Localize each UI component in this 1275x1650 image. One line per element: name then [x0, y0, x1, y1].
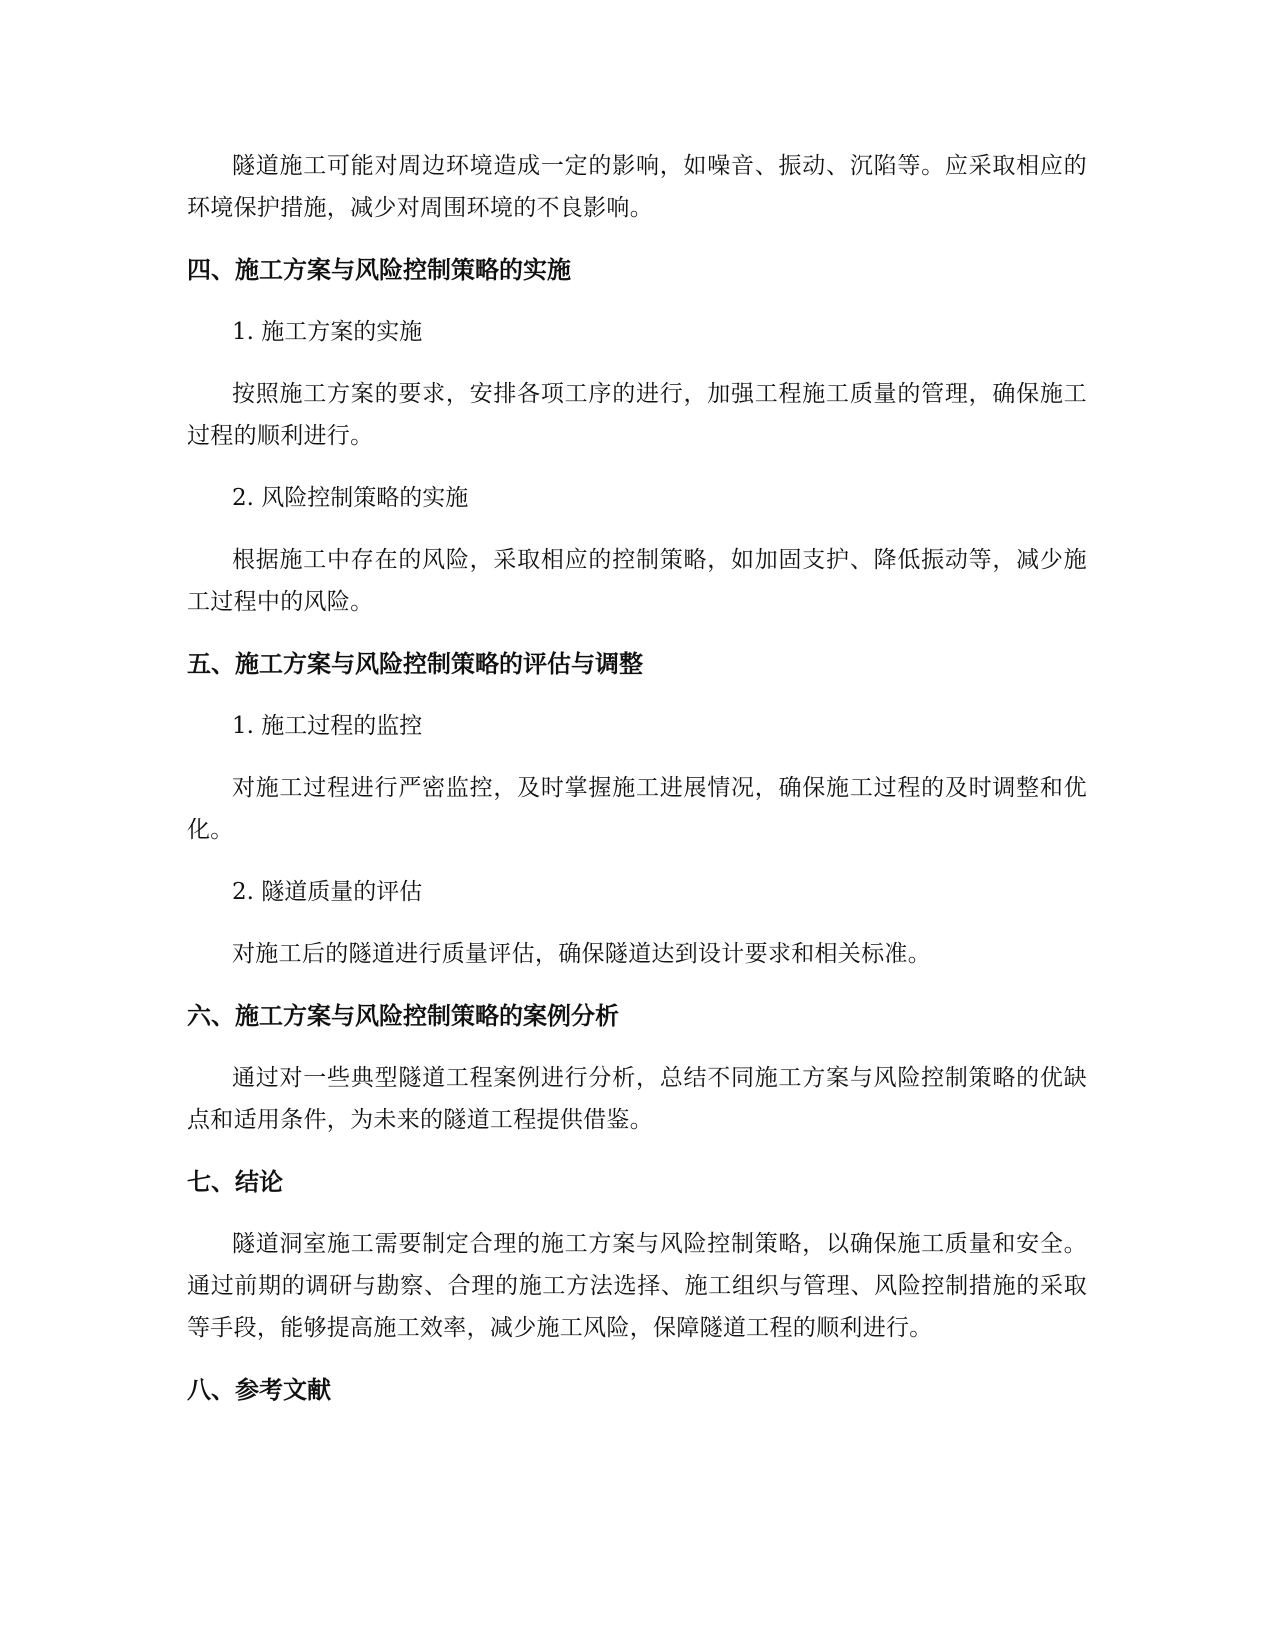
paragraph-quality-evaluation: 对施工后的隧道进行质量评估，确保隧道达到设计要求和相关标准。 [232, 941, 931, 967]
paragraph-risk-implementation: 根据施工中存在的风险，采取相应的控制策略，如加固支护、降低振动等，减少施工过程中的风险。 [187, 547, 1087, 615]
subheading-plan-implementation: 1. 施工方案的实施 [232, 319, 423, 345]
paragraph-environment: 隧道施工可能对周边环境造成一定的影响，如噪音、振动、沉陷等。应采取相应的环境保护措施，减少对周围环境的不良影响。 [187, 153, 1087, 221]
subheading-risk-implementation: 2. 风险控制策略的实施 [232, 485, 469, 511]
document-body [187, 145, 1087, 1431]
paragraph-case-analysis: 通过对一些典型隧道工程案例进行分析，总结不同施工方案与风险控制策略的优缺点和适用条件，为未来的隧道工程提供借鉴。 [187, 1065, 1087, 1133]
paragraph-plan-implementation: 按照施工方案的要求，安排各项工序的进行，加强工程施工质量的管理，确保施工过程的顺利进行。 [187, 381, 1087, 449]
subheading-monitoring: 1. 施工过程的监控 [232, 713, 423, 739]
paragraph-conclusion: 隧道洞室施工需要制定合理的施工方案与风险控制策略，以确保施工质量和安全。通过前期的调研与勘察、合理的施工方法选择、施工组织与管理、风险控制措施的采取等手段，能够提高施工效率，减少施工风险，保障隧道工程的顺利进行。 [187, 1231, 1087, 1341]
section-heading-evaluation: 五、施工方案与风险控制策略的评估与调整 [187, 650, 643, 678]
section-heading-case-analysis: 六、施工方案与风险控制策略的案例分析 [187, 1002, 619, 1030]
paragraph-monitoring: 对施工过程进行严密监控，及时掌握施工进展情况，确保施工过程的及时调整和优化。 [187, 775, 1087, 843]
section-heading-references: 八、参考文献 [187, 1376, 331, 1404]
subheading-quality-evaluation: 2. 隧道质量的评估 [232, 879, 423, 905]
section-heading-conclusion: 七、结论 [187, 1168, 283, 1196]
section-heading-implementation: 四、施工方案与风险控制策略的实施 [187, 256, 571, 284]
